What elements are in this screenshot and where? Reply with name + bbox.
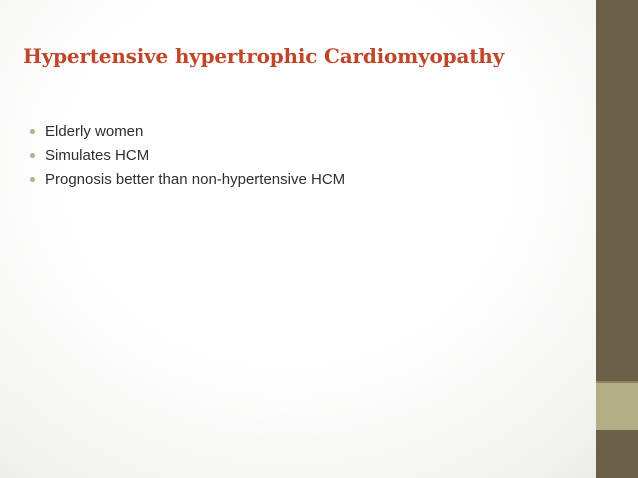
bullet-item (30, 119, 345, 143)
bullet-item (30, 167, 345, 191)
bullet-text: Simulates HCM (45, 146, 150, 164)
bullet-dot-icon (30, 177, 35, 182)
bullet-dot-icon (30, 153, 35, 158)
decorative-accent-block (596, 383, 638, 430)
bullet-list (30, 119, 345, 191)
slide-title: Hypertensive hypertrophic Cardiomyopathy (23, 44, 505, 68)
bullet-text: Elderly women (45, 122, 144, 140)
bullet-item (30, 143, 345, 167)
bullet-dot-icon (30, 129, 35, 134)
bullet-text: Prognosis better than non-hypertensive HCM (45, 170, 346, 188)
